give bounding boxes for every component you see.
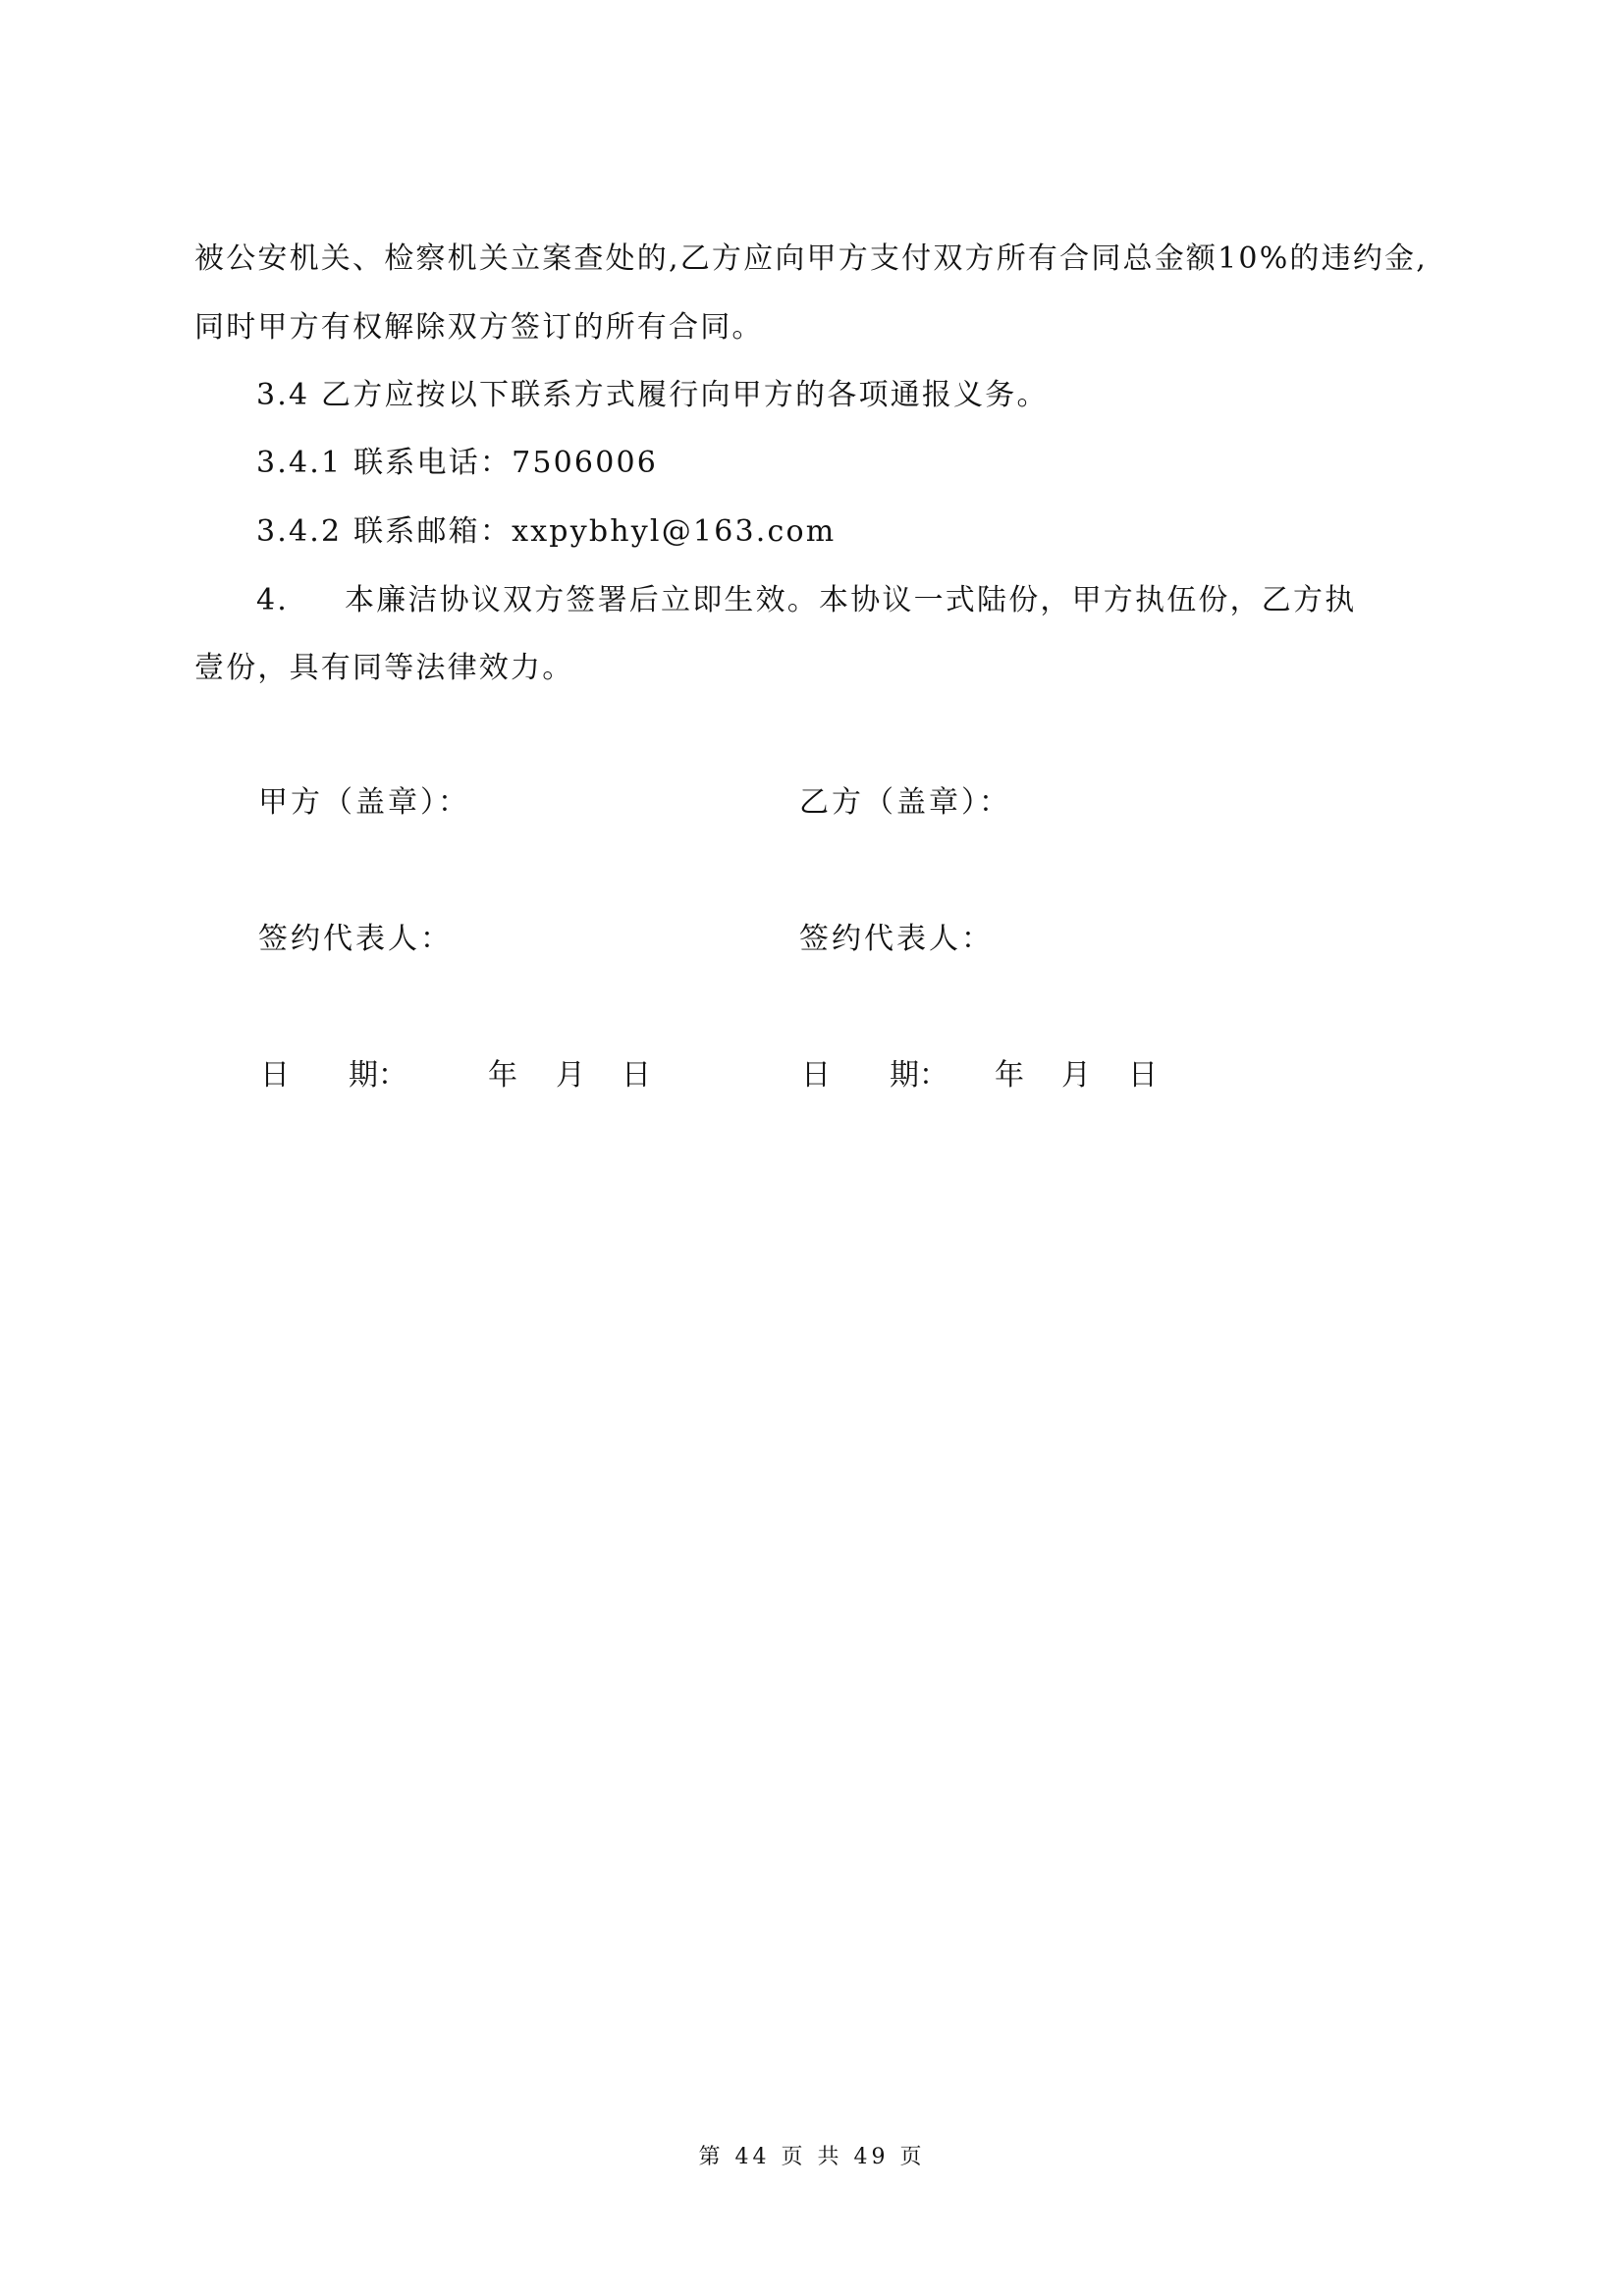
paragraph-line: 壹份，具有同等法律效力。 (194, 651, 574, 685)
page-number-footer: 第 44 页 共 49 页 (698, 2145, 926, 2169)
party-b-representative-label: 签约代表人： (799, 922, 994, 956)
clause-3-4-2: 3.4.2 联系邮箱：xxpybhyl@163.com (256, 514, 837, 549)
clause-4-text: 本廉洁协议双方签署后立即生效。本协议一式陆份，甲方执伍份，乙方执 (345, 583, 1357, 617)
party-a-date-day: 日 (622, 1058, 651, 1093)
party-a-representative-label: 签约代表人： (258, 922, 453, 956)
paragraph-line: 同时甲方有权解除双方签订的所有合同。 (194, 310, 764, 345)
clause-4 (256, 581, 1356, 620)
clause-3-4: 3.4 乙方应按以下联系方式履行向甲方的各项通报义务。 (256, 378, 1049, 412)
party-b-seal-label: 乙方（盖章）： (799, 785, 1011, 820)
party-a-date-month: 月 (556, 1058, 585, 1093)
party-a-date-label: 日 期： (260, 1058, 407, 1093)
party-b-date-day: 日 (1128, 1058, 1158, 1093)
party-b-date-year: 年 (995, 1058, 1024, 1093)
party-a-seal-label: 甲方（盖章）： (258, 785, 470, 820)
party-b-date-month: 月 (1061, 1058, 1091, 1093)
paragraph-line: 被公安机关、检察机关立案查处的,乙方应向甲方支付双方所有合同总金额10%的违约金, (194, 241, 1428, 276)
clause-3-4-1: 3.4.1 联系电话：7506006 (256, 446, 659, 480)
party-b-date-label: 日 期： (801, 1058, 948, 1093)
party-a-date-year: 年 (488, 1058, 517, 1093)
clause-4-number: 4. (256, 583, 290, 617)
